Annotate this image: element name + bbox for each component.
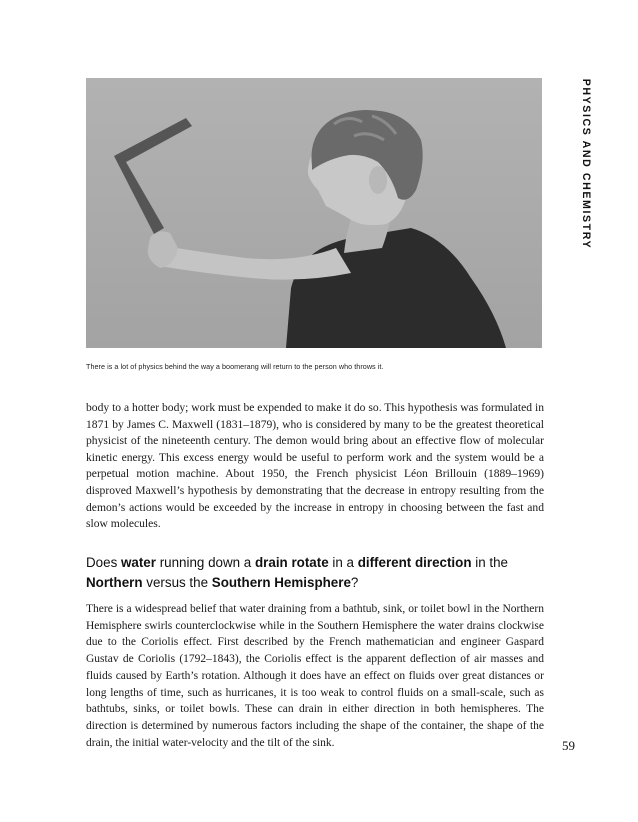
heading-keyword-different-direction: different direction (357, 555, 472, 570)
heading-text-3: in a (328, 555, 358, 570)
heading-text-4: in the (471, 555, 508, 570)
page-number: 59 (562, 738, 575, 753)
heading-keyword-drain-rotate: drain rotate (254, 555, 329, 570)
heading-keyword-northern: Northern (86, 575, 143, 590)
heading-text-6: ? (350, 575, 359, 590)
ear (369, 166, 387, 194)
heading-text-5: versus the (142, 575, 212, 590)
heading-text-2: running down a (155, 555, 255, 570)
photo-caption: There is a lot of physics behind the way a boomerang will return to the person who throws it. (86, 362, 384, 371)
body-paragraph-2: There is a widespread belief that water draining from a bathtub, sink, or toilet bowl in the Northern Hemisphere swirls counterclockwise while in the Southern Hemisphere the water drains clockwise due to the Coriolis effect. First described by the French mathematician and engineer Gaspard Gustav de Coriolis (1792–1843), the Coriolis effect is the apparent deflection of air masses and fluids caused by Earth’s rotation. Although it does have an effect on fluids over great distances or long lengths of time, such as hurricanes, it is too weak to control fluids on a small-scale, such as bathtubs, sinks, or toilet bowls. These can drain in either direction in both hemispheres. The direction is determined by numerous factors including the shape of the container, the shape of the drain, the initial water-velocity and the tilt of the sink. (86, 603, 544, 749)
body-paragraph-1: body to a hotter body; work must be expended to make it do so. This hypothesis was formulated in 1871 by James C. Maxwell (1831–1879), who is considered by many to be the greatest theoretical physicist of the nineteenth century. The demon would bring about an effective flow of molecular kinetic energy. This excess energy would be useful to perform work and the system would be a perpetual motion machine. About 1950, the French physicist Léon Brillouin (1889–1969) disproved Maxwell’s hypothesis by demonstrating that the decrease in entropy resulting from the demon’s actions would be exceeded by the increase in entropy in choosing between the fast and slow molecules. (86, 401, 544, 531)
section-label (572, 76, 600, 251)
heading-keyword-southern-hemisphere: Southern Hemisphere (211, 575, 351, 590)
heading-keyword-water: water (120, 555, 156, 570)
boomerang-photo (86, 78, 542, 348)
boomerang-photo-illustration (86, 78, 542, 348)
question-heading (86, 553, 546, 593)
section-label-text: PHYSICS AND CHEMISTRY (580, 78, 592, 249)
heading-text-1: Does (86, 555, 121, 570)
